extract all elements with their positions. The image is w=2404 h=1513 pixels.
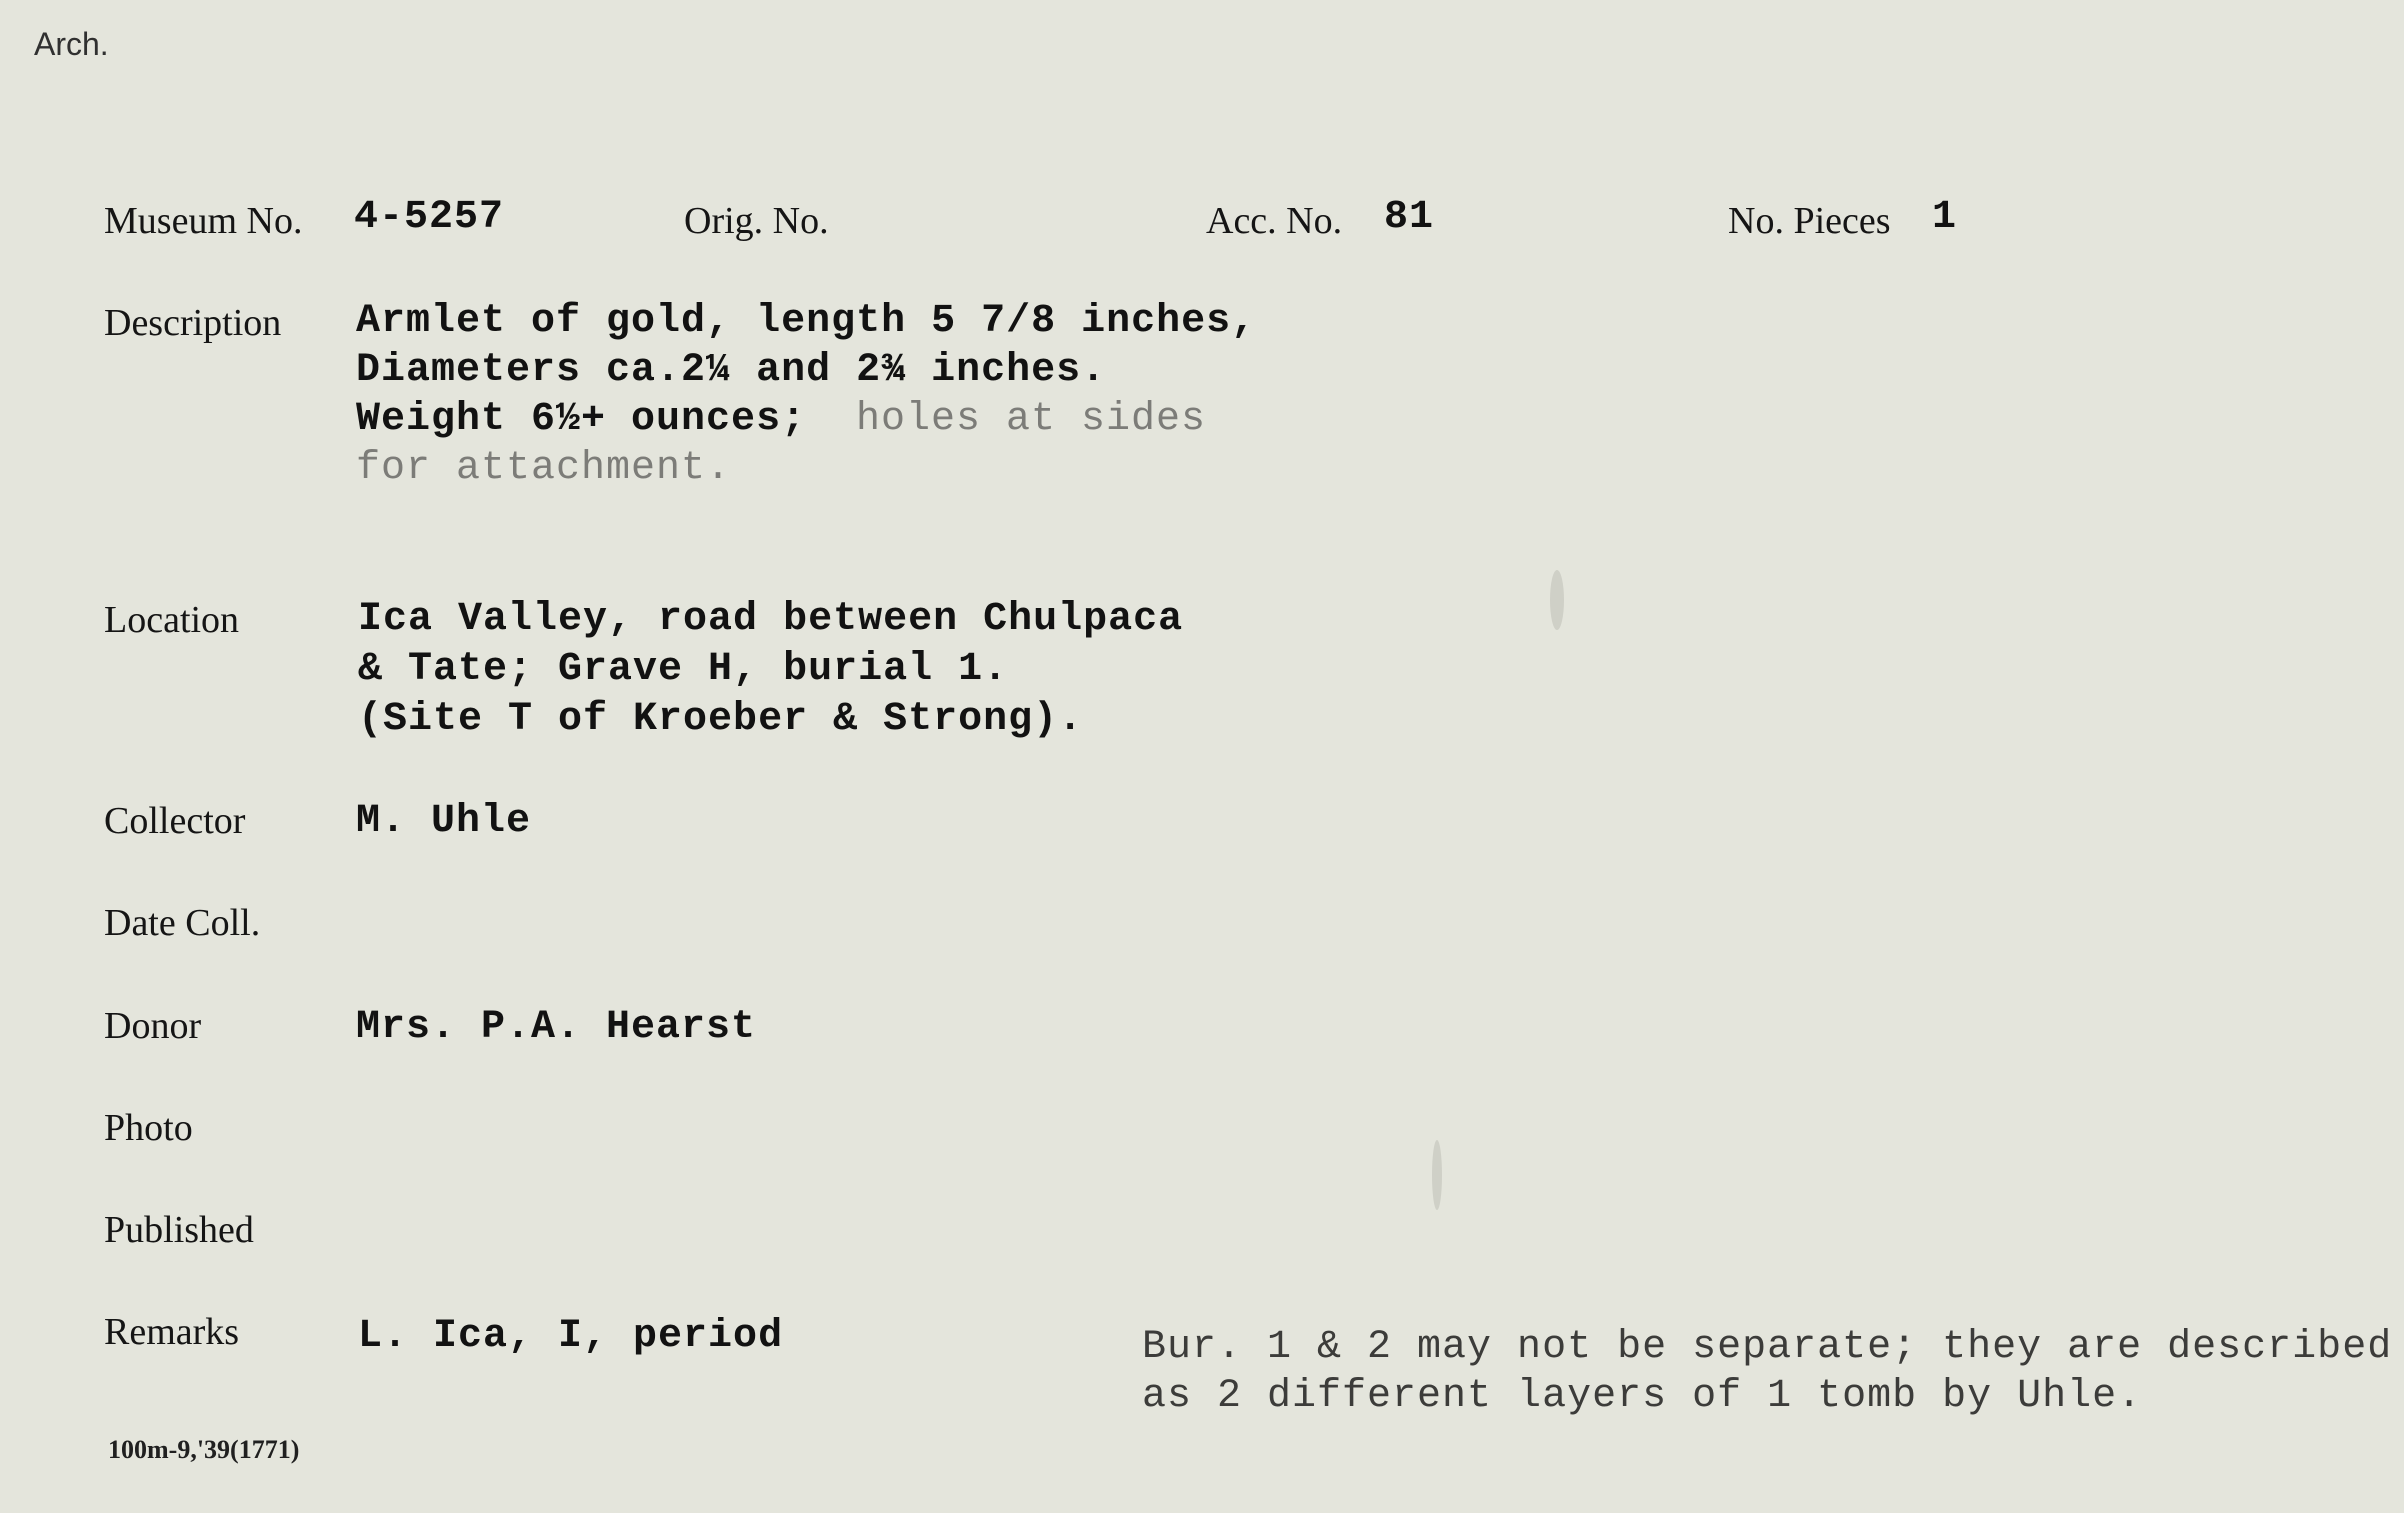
description-line-3b: holes at sides — [856, 397, 1207, 442]
donor-value: Mrs. P.A. Hearst — [356, 1005, 757, 1050]
location-label: Location — [104, 599, 240, 641]
description-line-3a: Weight 6½+ ounces; — [356, 397, 807, 442]
description-line-1: Armlet of gold, length 5 7/8 inches, — [356, 299, 1257, 344]
acc-no-value: 81 — [1384, 195, 1435, 240]
date-coll-label: Date Coll. — [104, 902, 261, 944]
remarks-label: Remarks — [104, 1311, 240, 1353]
location-line-1: Ica Valley, road between Chulpaca — [358, 597, 1184, 642]
description-line-2: Diameters ca.2¼ and 2¾ inches. — [356, 348, 1107, 393]
museum-no-label: Museum No. — [104, 200, 303, 242]
pieces-label: No. Pieces — [1728, 200, 1891, 242]
published-label: Published — [104, 1209, 254, 1251]
photo-label: Photo — [104, 1107, 193, 1149]
form-code: 100m-9,'39(1771) — [108, 1435, 300, 1464]
corner-label: Arch. — [34, 26, 109, 62]
donor-label: Donor — [104, 1005, 202, 1047]
remarks-note-line-1: Bur. 1 & 2 may not be separate; they are described — [1142, 1325, 2393, 1370]
remarks-note-line-2: as 2 different layers of 1 tomb by Uhle. — [1142, 1374, 2143, 1419]
collector-label: Collector — [104, 800, 246, 842]
paper-smudge — [1432, 1140, 1442, 1210]
pieces-value: 1 — [1932, 195, 1958, 240]
acc-no-label: Acc. No. — [1206, 200, 1343, 242]
description-line-4: for attachment. — [356, 446, 732, 491]
description-label: Description — [104, 302, 282, 344]
collector-value: M. Uhle — [356, 799, 532, 844]
location-line-2: & Tate; Grave H, burial 1. — [358, 647, 1009, 692]
remarks-value: L. Ica, I, period — [358, 1314, 784, 1359]
orig-no-label: Orig. No. — [684, 200, 829, 242]
paper-smudge — [1550, 570, 1564, 630]
museum-no-value: 4-5257 — [354, 195, 505, 240]
location-line-3: (Site T of Kroeber & Strong). — [358, 697, 1084, 742]
